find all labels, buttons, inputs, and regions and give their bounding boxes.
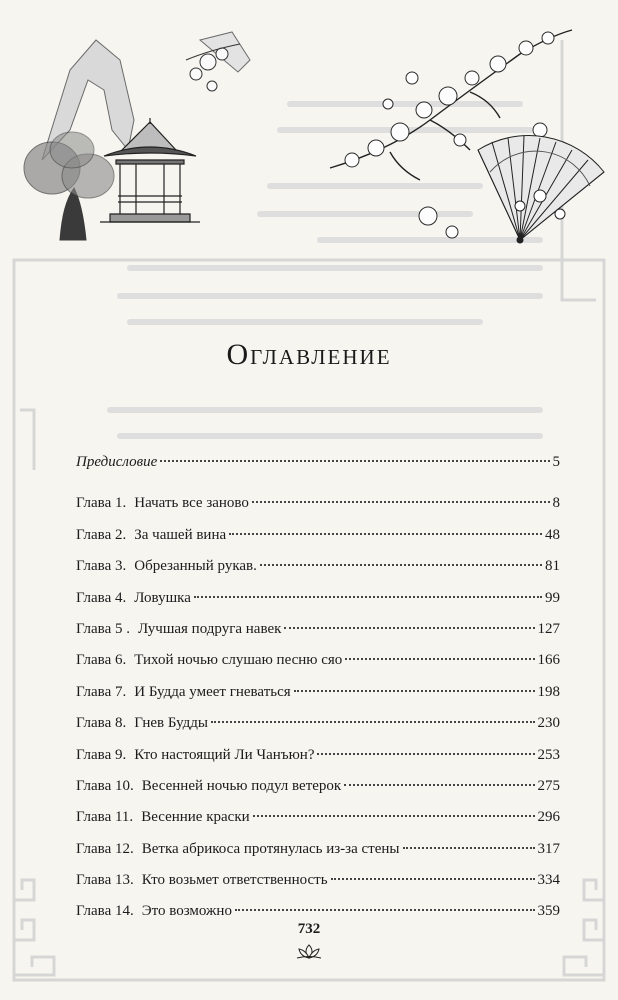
chapter-number: Глава 11.	[76, 809, 134, 826]
toc-page-number: 253	[537, 746, 560, 763]
toc-page-number: 334	[537, 872, 560, 889]
toc-chapter	[76, 903, 232, 920]
toc-entry[interactable]	[76, 715, 560, 746]
chapter-number: Глава 10.	[76, 777, 134, 794]
toc-page-number: 275	[537, 777, 560, 794]
chapter-title: Весенней ночью подул ветерок	[141, 777, 342, 794]
toc-chapter	[76, 652, 342, 669]
toc-page-number: 230	[537, 715, 560, 732]
chapter-list	[76, 495, 560, 934]
toc-entry[interactable]	[76, 621, 560, 652]
table-of-contents	[76, 454, 560, 935]
toc-page-number: 81	[545, 558, 560, 575]
toc-chapter	[76, 715, 208, 732]
chapter-title: Это возможно	[141, 903, 232, 920]
chapter-title: И Будда умеет гневаться	[134, 683, 291, 700]
toc-entry[interactable]	[76, 684, 560, 715]
toc-page-number: 359	[537, 903, 560, 920]
toc-entry[interactable]	[76, 809, 560, 840]
chapter-title: Лучшая подруга навек	[137, 620, 282, 637]
toc-chapter	[76, 495, 249, 512]
toc-entry[interactable]	[76, 841, 560, 872]
chapter-number: Глава 6.	[76, 652, 127, 669]
dot-leader	[252, 501, 550, 503]
chapter-number: Глава 9.	[76, 746, 127, 763]
chapter-number: Глава 12.	[76, 840, 134, 857]
lotus-icon	[296, 944, 322, 960]
chapter-title: Весенние краски	[141, 809, 250, 826]
toc-chapter	[76, 872, 328, 889]
chapter-title: Ловушка	[134, 589, 191, 606]
dot-leader	[160, 460, 549, 462]
toc-entry[interactable]	[76, 652, 560, 683]
chapter-title: Ветка абрикоса протянулась из-за стены	[141, 840, 400, 857]
chapter-title: Начать все заново	[134, 495, 249, 512]
toc-chapter	[76, 747, 314, 764]
toc-chapter	[76, 621, 281, 638]
toc-entry[interactable]	[76, 590, 560, 621]
toc-entry-preface[interactable]	[76, 454, 560, 485]
toc-chapter	[76, 809, 250, 826]
toc-page-number: 48	[545, 526, 560, 543]
page-number: 732	[297, 921, 321, 937]
chapter-title: Тихой ночью слушаю песню сяо	[134, 652, 343, 669]
chapter-number: Глава 4.	[76, 589, 127, 606]
chapter-title: Кто настоящий Ли Чанъюн?	[134, 746, 315, 763]
toc-chapter	[76, 527, 226, 544]
toc-entry[interactable]	[76, 778, 560, 809]
toc-entry[interactable]	[76, 527, 560, 558]
toc-page-number: 127	[537, 620, 560, 637]
toc-chapter	[76, 590, 191, 607]
dot-leader	[235, 909, 535, 911]
chapter-number: Глава 13.	[76, 872, 134, 889]
toc-page-number: 296	[537, 809, 560, 826]
chapter-title: За чашей вина	[134, 526, 227, 543]
chapter-number: Глава 7.	[76, 683, 127, 700]
dot-leader	[331, 878, 535, 880]
chapter-number: Глава 14.	[76, 903, 134, 920]
toc-chapter	[76, 778, 341, 795]
dot-leader	[260, 564, 542, 566]
page-title: Оглавление	[226, 338, 392, 371]
toc-chapter	[76, 684, 291, 701]
toc-entry[interactable]	[76, 872, 560, 903]
chapter-title: Гнев Будды	[134, 715, 208, 732]
toc-chapter	[76, 841, 400, 858]
dot-leader	[294, 690, 535, 692]
toc-page-number: 166	[537, 652, 560, 669]
dot-leader	[229, 533, 542, 535]
chapter-number: Глава 8.	[76, 715, 127, 732]
toc-page-number: 5	[552, 454, 560, 470]
chapter-title: Обрезанный рукав.	[134, 558, 257, 575]
dot-leader	[344, 784, 534, 786]
dot-leader	[253, 815, 535, 817]
toc-page-number: 8	[552, 495, 560, 512]
chapter-number: Глава 1.	[76, 495, 127, 512]
toc-page-number: 317	[537, 840, 560, 857]
chapter-number: Глава 2.	[76, 526, 127, 543]
dot-leader	[345, 658, 534, 660]
toc-chapter	[76, 558, 257, 575]
tree-illustration	[24, 132, 114, 240]
dot-leader	[284, 627, 534, 629]
dot-leader	[211, 721, 535, 723]
toc-entry[interactable]	[76, 495, 560, 526]
folding-fan	[478, 136, 604, 243]
chapter-number: Глава 3.	[76, 558, 127, 575]
chapter-number: Глава 5 .	[76, 620, 130, 637]
toc-page-number: 99	[545, 589, 560, 606]
toc-entry[interactable]	[76, 558, 560, 589]
toc-preface-label: Предисловие	[76, 454, 158, 470]
dot-leader	[317, 753, 534, 755]
dot-leader	[403, 847, 535, 849]
dot-leader	[194, 596, 542, 598]
toc-entry[interactable]	[76, 747, 560, 778]
chapter-title: Кто возьмет ответственность	[141, 872, 328, 889]
toc-page-number: 198	[537, 683, 560, 700]
